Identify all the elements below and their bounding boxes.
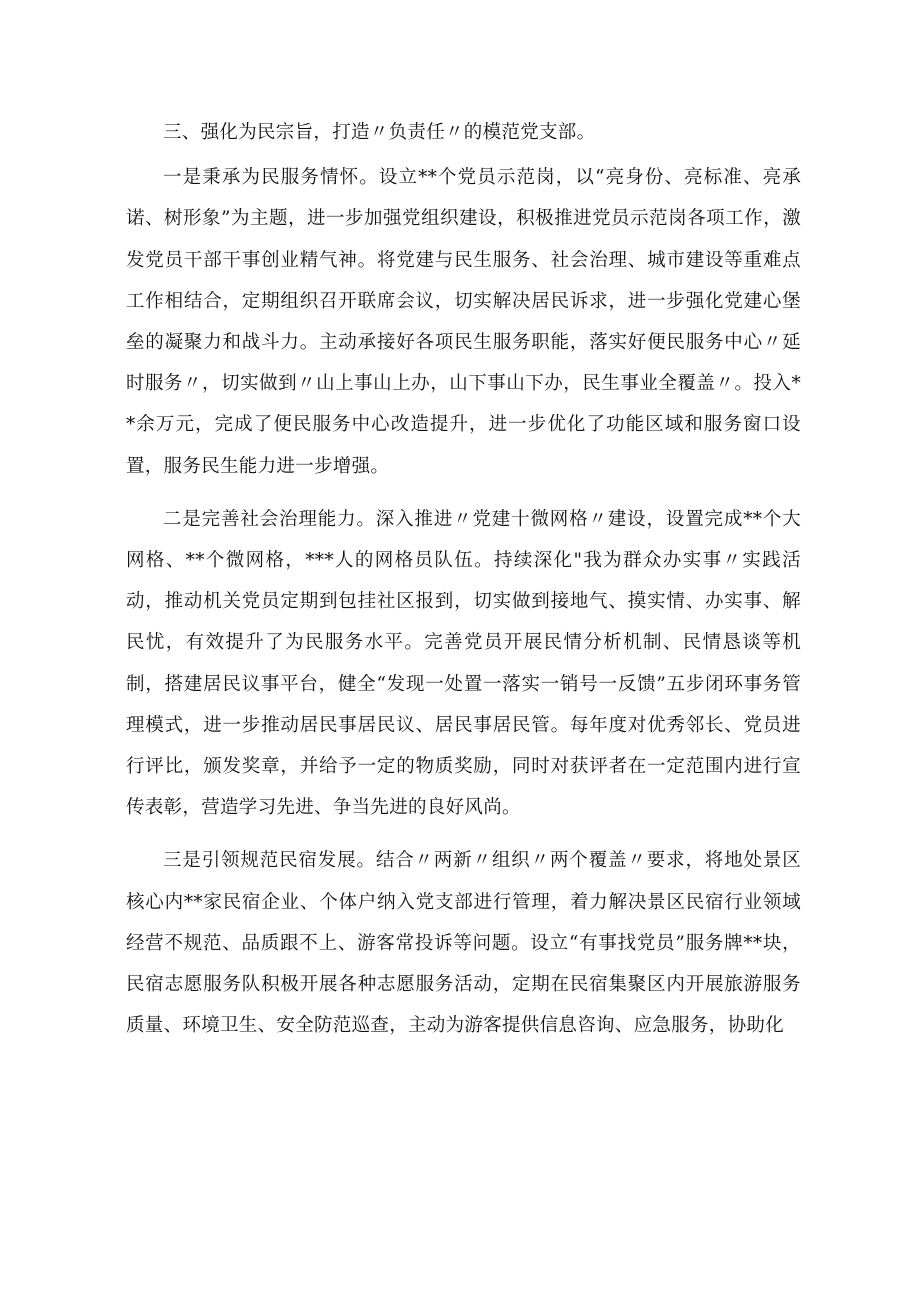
paragraph-governance: 二是完善社会治理能力。深入推进〃党建十微网格〃建设，设置完成**个大网格、**个微网格，***人的网格员队伍。持续深化"我为群众办实事〃实践活动，推动机关党员定期到包挂社区报到，切实做到接地气、摸实情、办实事、解民忧，有效提升了为民服务水平。完善党员开展民情分析机制、民情恳谈等机制，搭建居民议事平台，健全“发现一处置一落实一销号一反馈”五步闭环事务管理模式，进一步推动居民事居民议、居民事居民管。每年度对优秀邻长、党员进行评比，颁发奖章，并给予一定的物质奖励，同时对获评者在一定范围内进行宣传表彰，营造学习先进、争当先进的良好风尚。	[126, 508, 801, 819]
paragraph-homestay: 三是引领规范民宿发展。结合〃两新〃组织〃两个覆盖〃要求，将地处景区核心内**家民宿企业、个体户纳入党支部进行管理，着力解决景区民宿行业领域经营不规范、品质跟不上、游客常投诉等问题。设立“有事找党员”服务牌**块，民宿志愿服务队积极开展各种志愿服务活动，定期在民宿集聚区内开展旅游服务质量、环境卫生、安全防范巡查，主动为游客提供信息咨询、应急服务，协助化	[126, 850, 801, 1037]
section-heading: 三、强化为民宗旨，打造〃负责任〃的模范党支部。	[163, 122, 596, 143]
document-body	[126, 112, 801, 1046]
paragraph-service: 一是秉承为民服务情怀。设立**个党员示范岗，以“亮身份、亮标准、亮承诺、树形象”为主题，进一步加强党组织建设，积极推进党员示范岗各项工作，激发党员干部干事创业精气神。将党建与民生服务、社会治理、城市建设等重难点工作相结合，定期组织召开联席会议，切实解决居民诉求，进一步强化党建心堡垒的凝聚力和战斗力。主动承接好各项民生服务职能，落实好便民服务中心〃延时服务〃，切实做到〃山上事山上办，山下事山下办，民生事业全覆盖〃。投入**余万元，完成了便民服务中心改造提升，进一步优化了功能区域和服务窗口设置，服务民生能力进一步增强。	[126, 167, 801, 477]
